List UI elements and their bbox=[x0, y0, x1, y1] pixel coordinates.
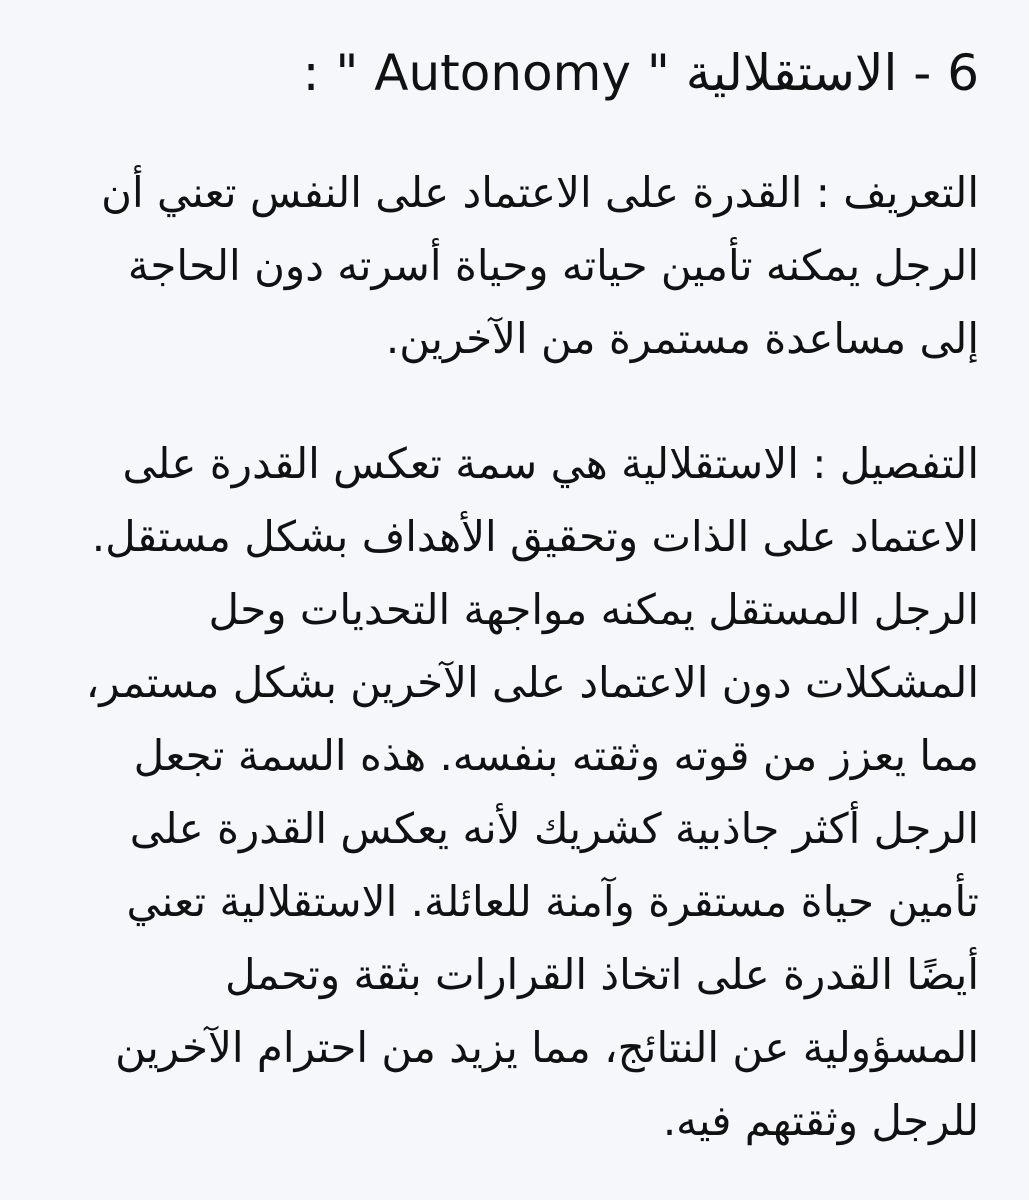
definition-line: التعريف : القدرة على الاعتماد على النفس تعني أن bbox=[101, 167, 979, 217]
details-line: للرجل وثقتهم فيه. bbox=[662, 1096, 979, 1146]
details-line: تأمين حياة مستقرة وآمنة للعائلة. الاستقلالية تعني bbox=[126, 877, 979, 927]
definition-line: إلى مساعدة مستمرة من الآخرين. bbox=[385, 313, 979, 363]
details-line: الاعتماد على الذات وتحقيق الأهداف بشكل مستقل. bbox=[91, 511, 979, 561]
definition-line: الرجل يمكنه تأمين حياته وحياة أسرته دون الحاجة bbox=[127, 240, 979, 290]
paragraph-spacer bbox=[40, 375, 979, 427]
details-line: مما يعزز من قوته وثقته بنفسه. هذه السمة تجعل bbox=[133, 731, 979, 781]
details-line: الرجل المستقل يمكنه مواجهة التحديات وحل bbox=[208, 584, 979, 634]
definition-paragraph bbox=[40, 156, 979, 375]
section-title: 6 - الاستقلالية " Autonomy " : bbox=[302, 44, 979, 102]
details-paragraph bbox=[40, 427, 979, 1158]
details-line: المشكلات دون الاعتماد على الآخرين بشكل مستمر، bbox=[85, 657, 979, 707]
details-line: الرجل أكثر جاذبية كشريك لأنه يعكس القدرة على bbox=[129, 804, 979, 854]
details-line: المسؤولية عن النتائج، مما يزيد من احترام الآخرين bbox=[115, 1023, 979, 1073]
details-line: أيضًا القدرة على اتخاذ القرارات بثقة وتحمل bbox=[224, 950, 979, 1000]
details-line: التفصيل : الاستقلالية هي سمة تعكس القدرة على bbox=[122, 438, 979, 488]
